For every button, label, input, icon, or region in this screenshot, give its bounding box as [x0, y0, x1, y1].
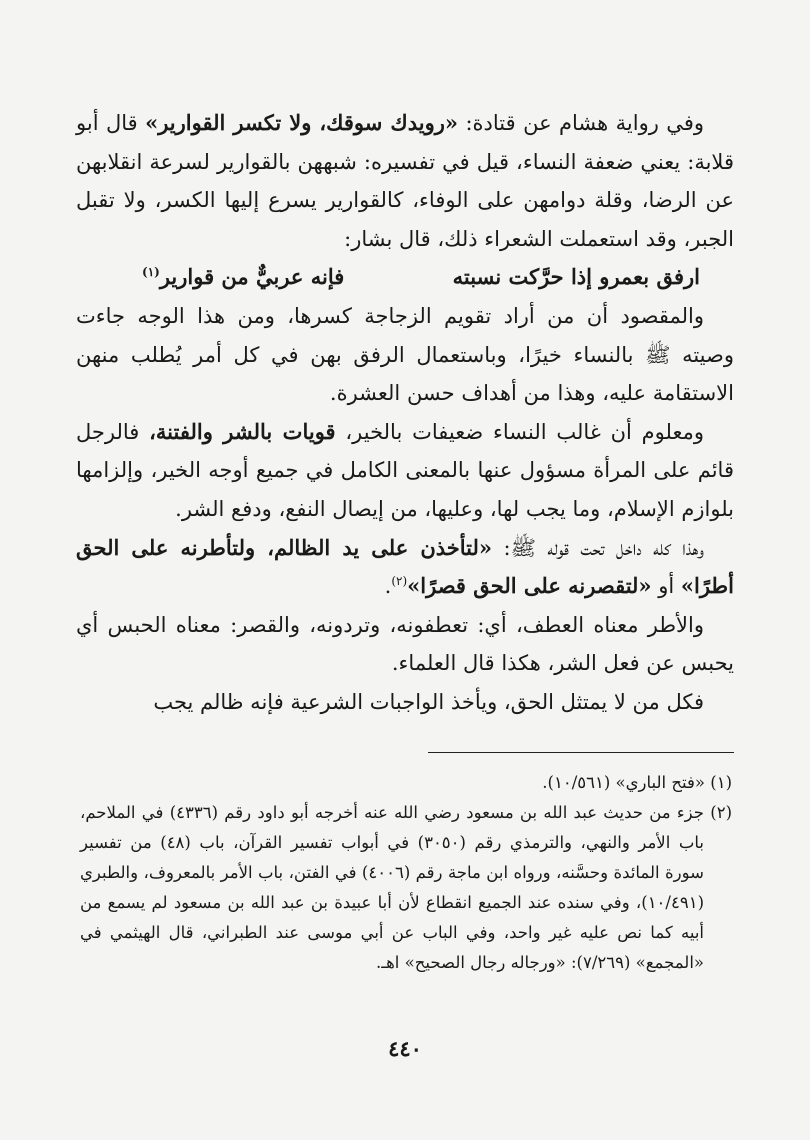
text: أو: [651, 574, 681, 599]
text: وفي رواية هشام عن قتادة:: [458, 111, 704, 135]
paragraph-1: [76, 104, 734, 258]
paragraph-3: [76, 413, 734, 529]
footnote-2: (٢) جزء من حديث عبد الله بن مسعود رضي الله عنه أخرجه أبو داود رقم (٤٣٣٦) في الملاحم، باب الأمر والنهي، والترمذي رقم (٣٠٥٠) في أبواب تفسير القرآن، باب (٤٨) من تفسير سورة المائدة وحسَّنه، ورواه ابن ماجة رقم (٤٠٠٦) في الفتن، باب الأمر بالمعروف، والطبري (١٠/٤٩١)، وفي سنده عند الجميع انقطاع لأن أبا عبيدة بن عبد الله بن مسعود لم يسمع من أبيه كما نص عليه غير واحد، وفي الباب عن أبي موسى عند الطبراني، قال الهيثمي في «المجمع» (٧/٢٦٩): «ورجاله رجال الصحيح» اهـ.: [80, 803, 732, 972]
bold-text: قويات بالشر والفتنة،: [149, 418, 336, 444]
poetry-verse: [76, 258, 734, 297]
text: .: [384, 574, 392, 599]
paragraph-5: والأطر معناه العطف، أي: تعطفونه، وتردونه، والقصر: معناه الحبس أي يحبس عن فعل الشر، هكذا قال العلماء.: [76, 612, 734, 676]
paragraph-4: [76, 529, 734, 606]
text: قال أبو قلابة: يعني ضعفة النساء، قيل في تفسيره: شبههن بالقوارير لسرعة انقلابهن عن الرضا، وقلة دوامهن على الوفاء، كالقوارير يسرع إليها الكسر، ولا تقبل الجبر، وقد استعملت الشعراء ذلك، قال بشار:: [76, 111, 734, 251]
text: فالرجل قائم على المرأة مسؤول عنها بالمعنى الكامل في جميع أوجه الخير، وإلزامها بلوازم الإسلام، وما يجب لها، وعليها، من إيصال النفع، ودفع الشر.: [76, 419, 734, 521]
quote: «رويدك سوقك، ولا تكسر القوارير»: [145, 110, 459, 135]
text: ومعلوم أن غالب النساء ضعيفات بالخير،: [335, 419, 704, 444]
footnote-divider: [428, 752, 734, 753]
text: وهذا كله داخل تحت قوله ﷺ:: [492, 535, 704, 560]
verse-first-hemistich: ارفق بعمرو إذا حرَّكت نسبته: [452, 264, 700, 290]
paragraph-2: والمقصود أن من أراد تقويم الزجاجة كسرها، ومن هذا الوجه جاءت وصيته ﷺ بالنساء خيرًا، وباستعمال الرفق بهن في كل أمر يُطلب منهن الاستقامة عليه، وهذا من أهداف حسن العشرة.: [76, 303, 734, 406]
paragraph-6: فكل من لا يمتثل الحق، ويأخذ الواجبات الشرعية فإنه ظالم يجب: [153, 689, 704, 714]
footnote-1: (١) «فتح الباري» (١٠/٥٦١).: [542, 773, 732, 792]
hadith-quote: «لتأخذن على يد الظالم، ولتأطرنه على الحق أطرًا»: [76, 534, 734, 599]
footnote-ref-2: (٢): [391, 574, 408, 589]
verse-second-hemistich: [142, 258, 344, 297]
verse-text: فإنه عربيٌّ من قوارير: [159, 264, 345, 290]
page-number: ٤٤٠: [388, 1036, 422, 1061]
main-text: [76, 104, 734, 722]
hadith-quote: «لتقصرنه على الحق قصرًا»: [407, 573, 652, 599]
footnote-ref-1: (١): [142, 265, 160, 280]
footnotes: [80, 768, 732, 978]
